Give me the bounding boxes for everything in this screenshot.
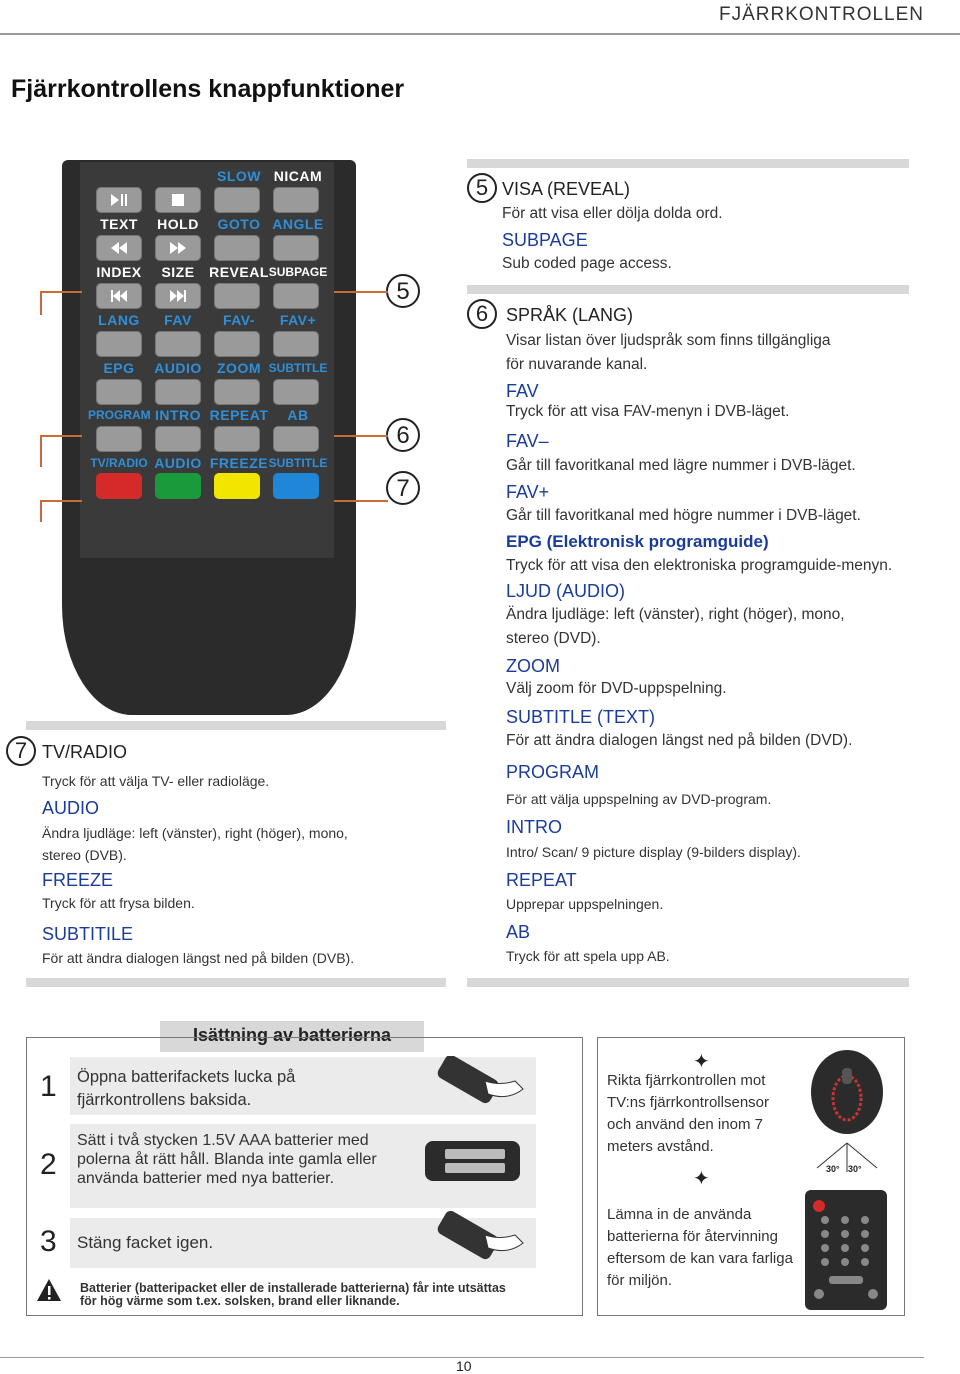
marker-5: 5 — [386, 274, 420, 308]
bracket-right-5 — [334, 291, 388, 293]
remote-button — [273, 331, 319, 357]
battery-title: Isättning av batterierna — [192, 1025, 392, 1045]
step-1-text: Öppna batterifackets lucka på fjärrkontrollens baksida. — [77, 1068, 296, 1109]
lang-desc: Visar listan över ljudspråk som finns tillgängliga — [506, 332, 831, 349]
remote-label-repeat: REPEAT — [209, 407, 269, 423]
recycle-text: Lämna in de använda batterierna för återvinning eftersom de kan vara farliga för miljön. — [607, 1206, 793, 1289]
audio-dvb-desc-2: stereo (DVB). — [42, 847, 127, 863]
section-5-desc: För att visa eller dölja dolda ord. — [502, 205, 723, 222]
lang-desc-2: för nuvarande kanal. — [506, 356, 648, 373]
red-button — [96, 473, 142, 499]
remote-label-audio: AUDIO — [154, 360, 202, 376]
aim-text: Rikta fjärrkontrollen mot TV:ns fjärrkontrollsensor och använd den inom 7 meters avstånd. — [607, 1072, 769, 1155]
battery-compartment-icon — [420, 1133, 530, 1193]
remote-button — [273, 283, 319, 309]
bracket-7 — [40, 500, 82, 522]
audio-title: LJUD (AUDIO) — [506, 581, 626, 601]
remote-button — [155, 426, 201, 452]
angle-left-label: 30° — [826, 1164, 840, 1174]
sparkle-icon: ✦ — [693, 1051, 710, 1073]
remote-label-fav-plus: FAV+ — [279, 312, 317, 328]
remote-label-angle: ANGLE — [272, 216, 324, 232]
bracket-5 — [40, 291, 82, 315]
fav-desc: Tryck för att visa FAV-menyn i DVB-läget. — [506, 403, 790, 420]
tv-sensor-icon — [805, 1048, 889, 1174]
remote-label-epg: EPG — [103, 360, 135, 376]
remote-label-subpage: SUBPAGE — [268, 265, 328, 279]
page-title: Fjärrkontrollens knappfunktioner — [11, 75, 405, 103]
remote-label-subtitle: SUBTITLE — [268, 361, 328, 375]
remote-label-index: INDEX — [96, 264, 142, 280]
section-5-title: VISA (REVEAL) — [502, 179, 631, 199]
green-button — [155, 473, 201, 499]
remote-label-audio-dvb: AUDIO — [154, 455, 202, 471]
marker-6: 6 — [386, 418, 420, 452]
audio-desc: Ändra ljudläge: left (vänster), right (höger), mono, — [506, 606, 845, 623]
subtitle-desc: För att ändra dialogen längst ned på bilden (DVD). — [506, 732, 853, 749]
program-desc: För att välja uppspelning av DVD-program. — [506, 791, 772, 807]
remote-button — [96, 379, 142, 405]
fav-title: FAV — [506, 381, 539, 401]
fav-plus-title: FAV+ — [506, 482, 550, 502]
header-rule — [0, 33, 960, 35]
remote-label-zoom: ZOOM — [217, 360, 261, 376]
remote-label-goto: GOTO — [217, 216, 261, 232]
remote-button — [273, 379, 319, 405]
header-title: FJÄRRKONTROLLEN — [718, 4, 924, 25]
remote-button — [273, 426, 319, 452]
remote-button — [214, 187, 260, 213]
zoom-desc: Välj zoom för DVD-uppspelning. — [506, 680, 727, 697]
fast-forward-icon — [155, 235, 201, 261]
divider — [467, 285, 909, 294]
fav-minus-desc: Går till favoritkanal med lägre nummer i DVB-läget. — [506, 457, 856, 474]
remote-button — [155, 379, 201, 405]
section-5-number: 5 — [467, 173, 497, 203]
bracket-line — [40, 313, 42, 315]
remote-label-fav-minus: FAV- — [222, 312, 256, 328]
intro-title: INTRO — [506, 817, 562, 837]
audio-desc-2: stereo (DVD). — [506, 630, 601, 647]
remote-label-ab: AB — [287, 407, 309, 423]
remote-label-hold: HOLD — [157, 216, 199, 232]
divider — [26, 721, 446, 730]
program-title: PROGRAM — [506, 762, 600, 782]
remote-button — [214, 331, 260, 357]
audio-dvb-title: AUDIO — [42, 798, 100, 818]
battery-warning: Batterier (batteripacket eller de installerade batterierna) får inte utsättas för hög värme som t.ex. solsken, brand eller liknande. — [80, 1281, 506, 1308]
remote-button — [214, 426, 260, 452]
ab-desc: Tryck för att spela upp AB. — [506, 948, 670, 964]
divider — [467, 978, 909, 987]
sparkle-icon: ✦ — [693, 1168, 710, 1190]
remote-button — [96, 426, 142, 452]
repeat-desc: Upprepar uppspelningen. — [506, 896, 664, 912]
remote-button — [273, 187, 319, 213]
marker-7: 7 — [386, 471, 420, 505]
remote-button — [96, 331, 142, 357]
subpage-title: SUBPAGE — [502, 230, 588, 250]
yellow-button — [214, 473, 260, 499]
zoom-title: ZOOM — [506, 656, 560, 676]
remote-label-nicam: NICAM — [273, 168, 323, 184]
subtitle-title: SUBTITLE (TEXT) — [506, 707, 656, 727]
step-2-number: 2 — [40, 1148, 57, 1181]
blue-button — [273, 473, 319, 499]
remote-label-fav: FAV — [164, 312, 192, 328]
freeze-desc: Tryck för att frysa bilden. — [42, 895, 195, 911]
fav-plus-desc: Går till favoritkanal med högre nummer i DVB-läget. — [506, 507, 861, 524]
epg-title: EPG (Elektronisk programguide) — [506, 532, 769, 551]
remote-label-freeze: FREEZE — [209, 455, 269, 471]
divider — [26, 978, 446, 987]
small-remote-icon — [805, 1190, 887, 1310]
divider — [467, 159, 909, 168]
bracket-right-7 — [334, 500, 388, 502]
previous-icon — [96, 283, 142, 309]
lang-title: SPRÅK (LANG) — [506, 305, 634, 325]
fav-minus-title: FAV– — [506, 431, 549, 451]
repeat-title: REPEAT — [506, 870, 577, 890]
play-pause-icon — [96, 187, 142, 213]
page-number: 10 — [456, 1358, 472, 1374]
remote-button — [155, 331, 201, 357]
tv-radio-desc: Tryck för att välja TV- eller radioläge. — [42, 773, 270, 789]
remote-button — [214, 379, 260, 405]
next-icon — [155, 283, 201, 309]
close-cover-icon — [430, 1210, 530, 1270]
bracket-right-6 — [334, 435, 388, 437]
subpage-desc: Sub coded page access. — [502, 255, 672, 272]
remote-label-tv-radio: TV/RADIO — [90, 456, 148, 470]
remote-label-text: TEXT — [100, 216, 138, 232]
step-1-number: 1 — [40, 1070, 57, 1103]
remote-button — [214, 283, 260, 309]
angle-right-label: 30° — [848, 1164, 862, 1174]
warning-icon — [36, 1278, 62, 1302]
freeze-title: FREEZE — [42, 870, 114, 890]
section-6-number: 6 — [467, 299, 497, 329]
bracket-6 — [40, 435, 82, 467]
remote-label-reveal: REVEAL — [209, 264, 269, 280]
remote-button — [273, 235, 319, 261]
remote-button — [214, 235, 260, 261]
section-7-number: 7 — [6, 736, 36, 766]
subtitile-title: SUBTITILE — [42, 924, 134, 944]
remote-label-program: PROGRAM — [88, 408, 151, 422]
rewind-icon — [96, 235, 142, 261]
remote-back-cover-icon — [430, 1056, 530, 1116]
audio-dvb-desc: Ändra ljudläge: left (vänster), right (höger), mono, — [42, 825, 348, 841]
epg-desc: Tryck för att visa den elektroniska programguide-menyn. — [506, 557, 893, 574]
ab-title: AB — [506, 922, 531, 942]
remote-label-intro: INTRO — [154, 407, 202, 423]
stop-icon — [155, 187, 201, 213]
remote-label-size: SIZE — [161, 264, 195, 280]
remote-label-lang: LANG — [98, 312, 140, 328]
intro-desc: Intro/ Scan/ 9 picture display (9-bilders display). — [506, 844, 801, 860]
step-3-text: Stäng facket igen. — [77, 1233, 214, 1252]
tv-radio-title: TV/RADIO — [42, 742, 128, 762]
subtitile-desc: För att ändra dialogen längst ned på bilden (DVB). — [42, 950, 355, 966]
step-2-text: Sätt i två stycken 1.5V AAA batterier med polerna åt rätt håll. Blanda inte gamla eller använda batterier med nya batterier. — [77, 1132, 377, 1187]
remote-label-subtitle-dvb: SUBTITLE — [268, 456, 328, 470]
remote-label-slow: SLOW — [217, 168, 261, 184]
step-3-number: 3 — [40, 1225, 57, 1258]
